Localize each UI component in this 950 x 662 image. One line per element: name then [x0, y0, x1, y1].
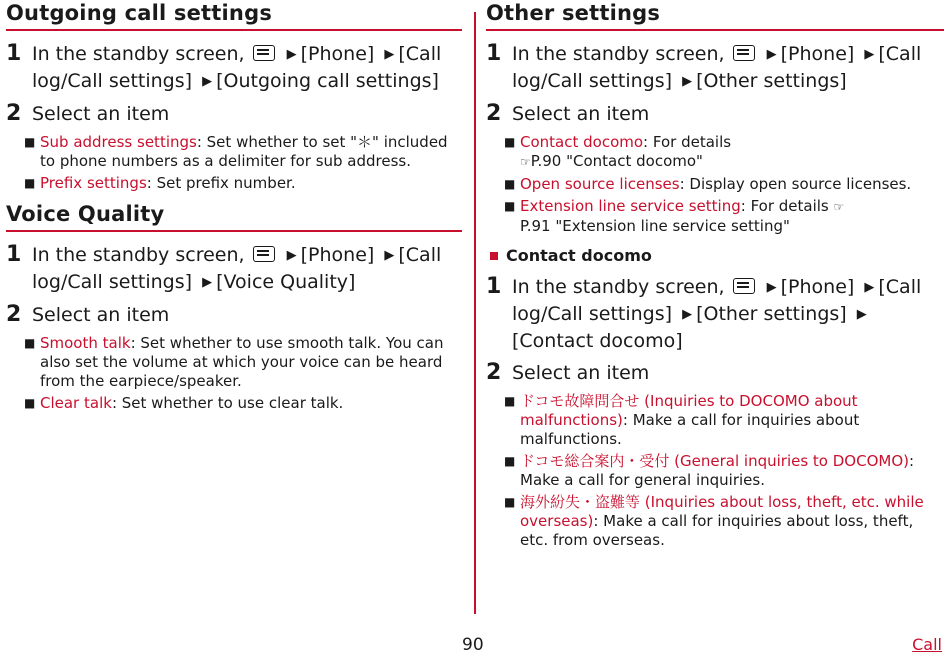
option-term[interactable]: Clear talk: [40, 394, 112, 412]
step-2-voice: 2 Select an item: [6, 302, 170, 327]
option-term[interactable]: Contact docomo: [520, 133, 644, 151]
triangle-right-icon: ▶: [864, 47, 875, 62]
path-item: [Phone]: [300, 43, 375, 65]
left-column: [6, 0, 462, 421]
list-item: ■ Clear talk: Set whether to use clear talk.: [24, 394, 462, 413]
list-item: ■ Smooth talk: Set whether to use smooth talk. You can also set the volume at which your voice can be heard from the earpiece/speaker.: [24, 334, 462, 391]
section-title-outgoing: Outgoing call settings: [6, 0, 462, 31]
list-item: ■ Contact docomo: For details ☞P.90 "Contact docomo": [504, 133, 944, 172]
path-item: [Outgoing call settings]: [216, 70, 439, 92]
path-item: [Call log/Call settings]: [32, 43, 442, 92]
page-reference[interactable]: P.91 "Extension line service setting": [520, 217, 790, 235]
section-title-other: Other settings: [486, 0, 944, 31]
option-term[interactable]: Open source licenses: [520, 175, 680, 193]
option-term[interactable]: Smooth talk: [40, 334, 131, 352]
triangle-right-icon: ▶: [766, 47, 777, 62]
step-1-contact: 1 In the standby screen, ▶ [Phone] ▶ [Call log/Call settings] ▶ [Other settings] ▶[Contact docomo]: [486, 274, 922, 352]
step-number: 1: [486, 41, 502, 66]
sub-heading-contact: Contact docomo: [486, 246, 944, 266]
step-number: 2: [486, 360, 502, 385]
step-number: 2: [486, 101, 502, 126]
list-item: ■ ドコモ総合案内・受付 (General inquiries to DOCOMO): Make a call for general inquiries.: [504, 452, 944, 490]
step-number: 1: [486, 274, 502, 299]
list-item: ■ Prefix settings: Set prefix number.: [24, 174, 462, 193]
option-term[interactable]: ドコモ故障問合せ (Inquiries to DOCOMO about malfunctions): [520, 392, 858, 429]
path-item: [Call log/Call settings]: [512, 43, 922, 92]
triangle-right-icon: ▶: [766, 280, 777, 295]
triangle-right-icon: ▶: [384, 47, 395, 62]
step-1-outgoing: 1 In the standby screen, ▶ [Phone] ▶ [Call log/Call settings] ▶ [Outgoing call settings]: [6, 41, 462, 95]
list-item: ■ 海外紛失・盗難等 (Inquiries about loss, theft, etc. while overseas): Make a call for inquiries about loss, theft, etc. from overseas.: [504, 493, 944, 550]
option-list: [504, 392, 944, 550]
path-item: [Call log/Call settings]: [32, 244, 442, 293]
step-1-voice: 1 In the standby screen, ▶ [Phone] ▶ [Call log/Call settings] ▶ [Voice Quality]: [6, 242, 462, 296]
option-term[interactable]: Prefix settings: [40, 174, 147, 192]
menu-key-icon: [253, 246, 275, 262]
triangle-right-icon: ▶: [864, 280, 875, 295]
triangle-right-icon: ▶: [286, 248, 297, 263]
path-item: [Call log/Call settings]: [512, 276, 922, 325]
triangle-right-icon: ▶: [682, 307, 693, 322]
right-column: [486, 0, 944, 558]
step-number: 1: [6, 242, 22, 267]
path-item: [Voice Quality]: [216, 271, 356, 293]
step-number: 2: [6, 101, 22, 126]
triangle-right-icon: ▶: [856, 307, 867, 322]
path-item: [Contact docomo]: [512, 330, 683, 352]
option-list: [24, 133, 462, 193]
page-number: 90: [462, 635, 484, 655]
path-item: [Phone]: [300, 244, 375, 266]
path-item: [Other settings]: [696, 70, 847, 92]
step-number: 2: [6, 302, 22, 327]
triangle-right-icon: ▶: [682, 74, 693, 89]
option-term[interactable]: 海外紛失・盗難等 (Inquiries about loss, theft, etc. while overseas): [520, 493, 924, 530]
option-term[interactable]: Extension line service setting: [520, 197, 741, 215]
option-term[interactable]: ドコモ総合案内・受付 (General inquiries to DOCOMO): [520, 452, 909, 470]
reference-pointer-icon: ☞: [833, 200, 845, 214]
triangle-right-icon: ▶: [202, 74, 213, 89]
page-reference[interactable]: P.90 "Contact docomo": [530, 152, 703, 170]
step-2-contact: 2 Select an item: [486, 360, 650, 385]
step-1-other: 1 In the standby screen, ▶ [Phone] ▶ [Call log/Call settings] ▶ [Other settings]: [486, 41, 944, 95]
option-term[interactable]: Sub address settings: [40, 133, 197, 151]
triangle-right-icon: ▶: [286, 47, 297, 62]
path-item: [Phone]: [780, 43, 855, 65]
path-item: [Phone]: [780, 276, 855, 298]
reference-pointer-icon: ☞: [520, 155, 531, 169]
triangle-right-icon: ▶: [384, 248, 395, 263]
list-item: ■ Sub address settings: Set whether to set "＊" included to phone numbers as a delimiter for sub address.: [24, 133, 462, 171]
list-item: ■ Open source licenses: Display open source licenses.: [504, 175, 944, 194]
step-number: 1: [6, 41, 22, 66]
path-item: [Other settings]: [696, 303, 847, 325]
section-title-voice: Voice Quality: [6, 201, 462, 232]
list-item: ■ Extension line service setting: For details ☞ P.91 "Extension line service setting": [504, 197, 944, 236]
step-2-other: 2 Select an item: [486, 101, 650, 126]
menu-key-icon: [253, 45, 275, 61]
section-link[interactable]: Call: [912, 635, 942, 654]
option-list: [24, 334, 462, 413]
step-2-outgoing: 2 Select an item: [6, 101, 170, 126]
column-divider: [474, 12, 476, 614]
triangle-right-icon: ▶: [202, 275, 213, 290]
menu-key-icon: [733, 45, 755, 61]
square-bullet-icon: [490, 252, 498, 260]
option-list: [504, 133, 944, 236]
list-item: ■ ドコモ故障問合せ (Inquiries to DOCOMO about malfunctions): Make a call for inquiries about malfunctions.: [504, 392, 944, 449]
menu-key-icon: [733, 278, 755, 294]
